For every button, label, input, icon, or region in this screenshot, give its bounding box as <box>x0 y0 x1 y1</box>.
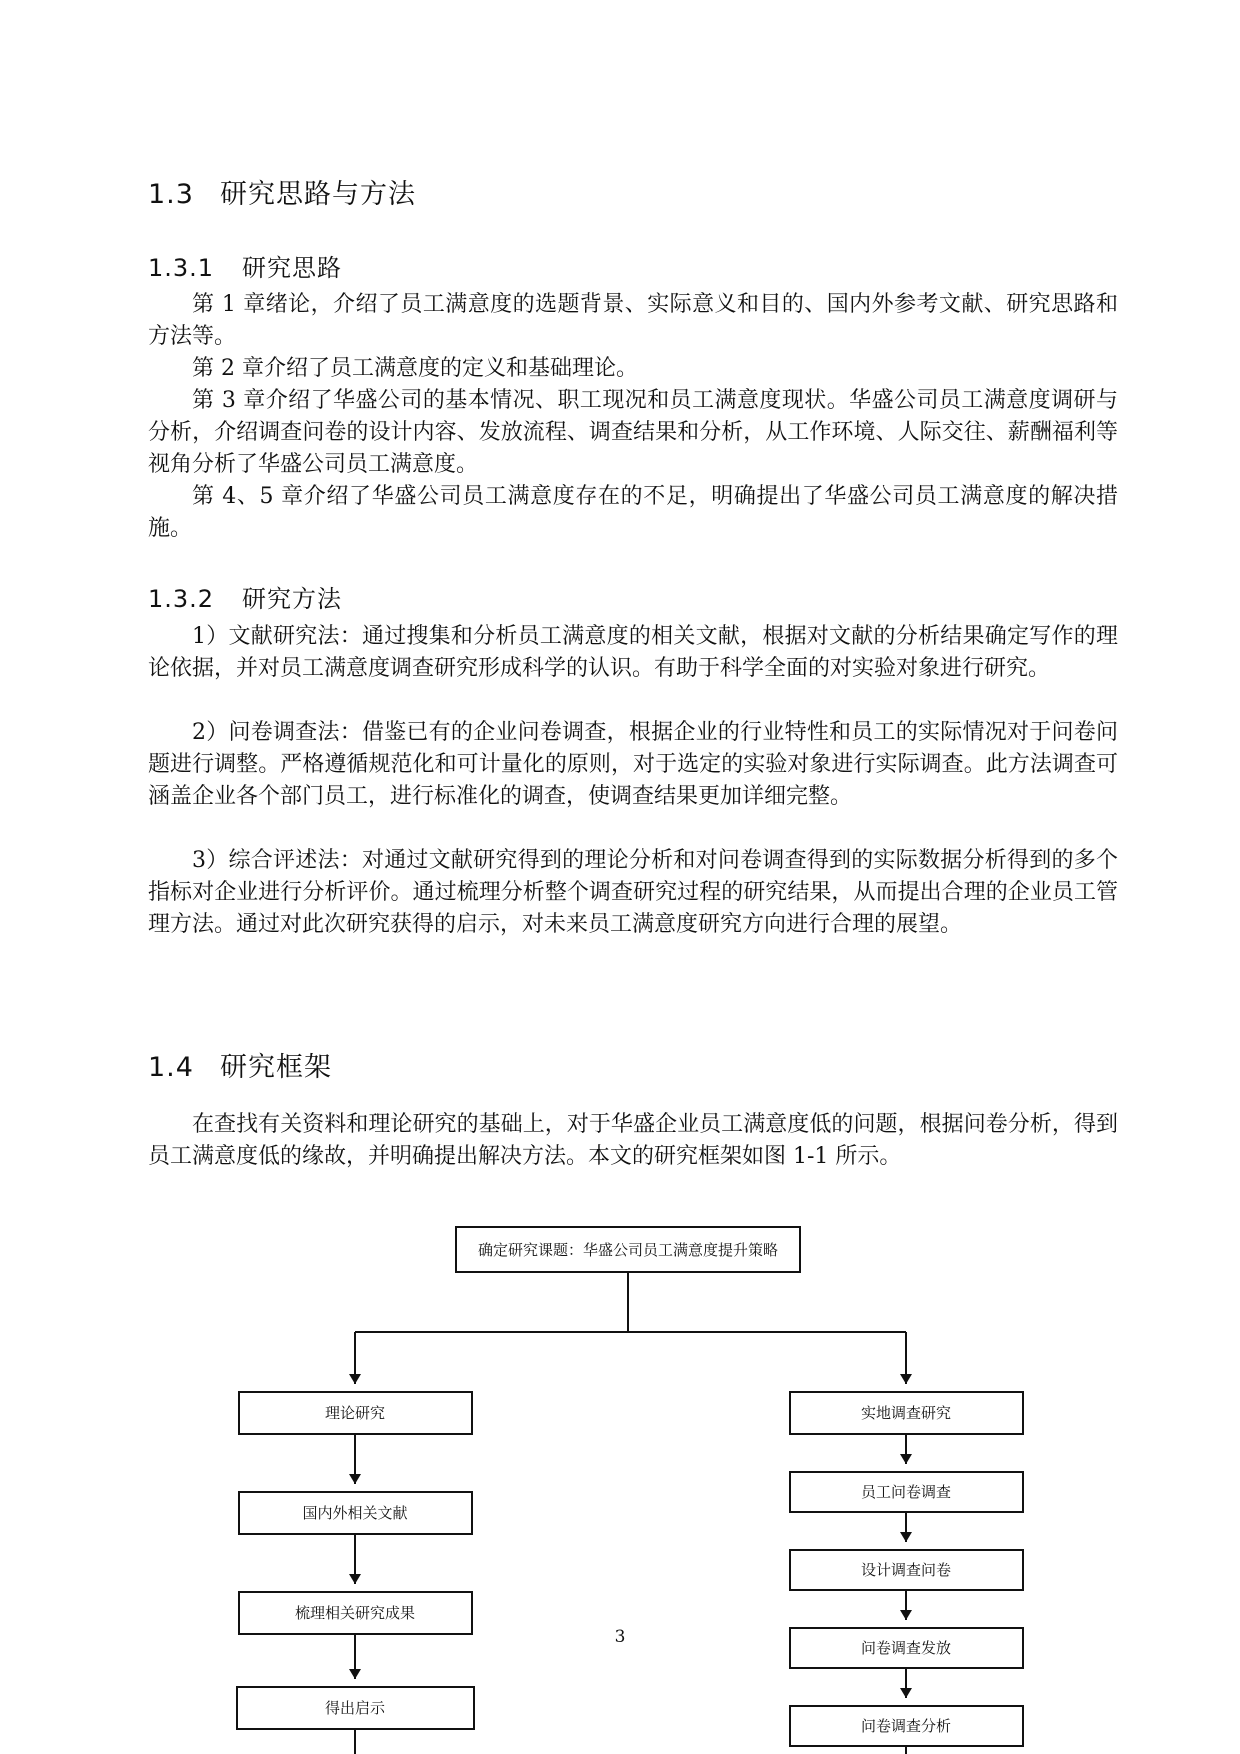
flow-box-label: 理论研究 <box>324 1404 386 1422</box>
paragraph: 第 3 章介绍了华盛公司的基本情况、职工现况和员工满意度现状。华盛公司员工满意度调研与分析，介绍调查问卷的设计内容、发放流程、调查结果和分析，从工作环境、人际交往、薪酬福利等视角分析了华盛公司员工满意度。 <box>148 388 1118 477</box>
section-number: 1.4 <box>148 1052 194 1083</box>
arrowhead-icon <box>349 1474 361 1484</box>
page-number: 3 <box>614 1627 626 1647</box>
flow-box-label: 问卷调查发放 <box>860 1639 952 1657</box>
flow-box-label: 问卷调查分析 <box>860 1717 952 1735</box>
subsection-number: 1.3.1 <box>148 254 215 282</box>
section-number: 1.3 <box>148 179 194 210</box>
paragraph: 第 2 章介绍了员工满意度的定义和基础理论。 <box>192 356 638 381</box>
paragraph: 在查找有关资料和理论研究的基础上，对于华盛企业员工满意度低的问题，根据问卷分析，得到员工满意度低的缘故，并明确提出解决方法。本文的研究框架如图 1-1 所示。 <box>148 1112 1118 1169</box>
paragraph: 3）综合评述法：对通过文献研究得到的理论分析和对问卷调查得到的实际数据分析得到的多个指标对企业进行分析评价。通过梳理分析整个调查研究过程的研究结果，从而提出合理的企业员工管理方法。通过对此次研究获得的启示，对未来员工满意度研究方向进行合理的展望。 <box>148 848 1118 937</box>
arrowhead-icon <box>900 1454 912 1464</box>
flow-box-label: 员工问卷调查 <box>860 1483 952 1501</box>
arrowhead-icon <box>900 1688 912 1698</box>
section-title: 研究框架 <box>220 1052 332 1083</box>
subsection-number: 1.3.2 <box>148 585 215 613</box>
subsection-title: 研究思路 <box>242 254 342 282</box>
paragraph: 2）问卷调查法：借鉴已有的企业问卷调查，根据企业的行业特性和员工的实际情况对于问卷问题进行调整。严格遵循规范化和可计量化的原则，对于选定的实验对象进行实际调查。此方法调查可涵盖企业各个部门员工，进行标准化的调查，使调查结果更加详细完整。 <box>148 720 1118 809</box>
subsection-title: 研究方法 <box>242 585 342 613</box>
flow-box-label: 梳理相关研究成果 <box>294 1604 416 1622</box>
section-title: 研究思路与方法 <box>220 179 416 210</box>
flow-box-label: 实地调查研究 <box>860 1404 952 1422</box>
paragraph: 1）文献研究法：通过搜集和分析员工满意度的相关文献，根据对文献的分析结果确定写作的理论依据，并对员工满意度调查研究形成科学的认识。有助于科学全面的对实验对象进行研究。 <box>148 624 1118 681</box>
arrowhead-icon <box>349 1669 361 1679</box>
paragraph: 第 4、5 章介绍了华盛公司员工满意度存在的不足，明确提出了华盛公司员工满意度的解决措施。 <box>148 484 1118 541</box>
paragraph: 第 1 章绪论，介绍了员工满意度的选题背景、实际意义和目的、国内外参考文献、研究思路和方法等。 <box>148 292 1118 349</box>
arrowhead-icon <box>349 1374 361 1384</box>
flow-box-label: 设计调查问卷 <box>860 1561 952 1579</box>
flow-box-label: 得出启示 <box>324 1699 386 1717</box>
flow-box-label: 确定研究课题：华盛公司员工满意度提升策略 <box>477 1241 779 1259</box>
arrowhead-icon <box>900 1374 912 1384</box>
arrowhead-icon <box>900 1610 912 1620</box>
arrowhead-icon <box>349 1574 361 1584</box>
arrowhead-icon <box>900 1532 912 1542</box>
flow-box-label: 国内外相关文献 <box>302 1504 408 1522</box>
